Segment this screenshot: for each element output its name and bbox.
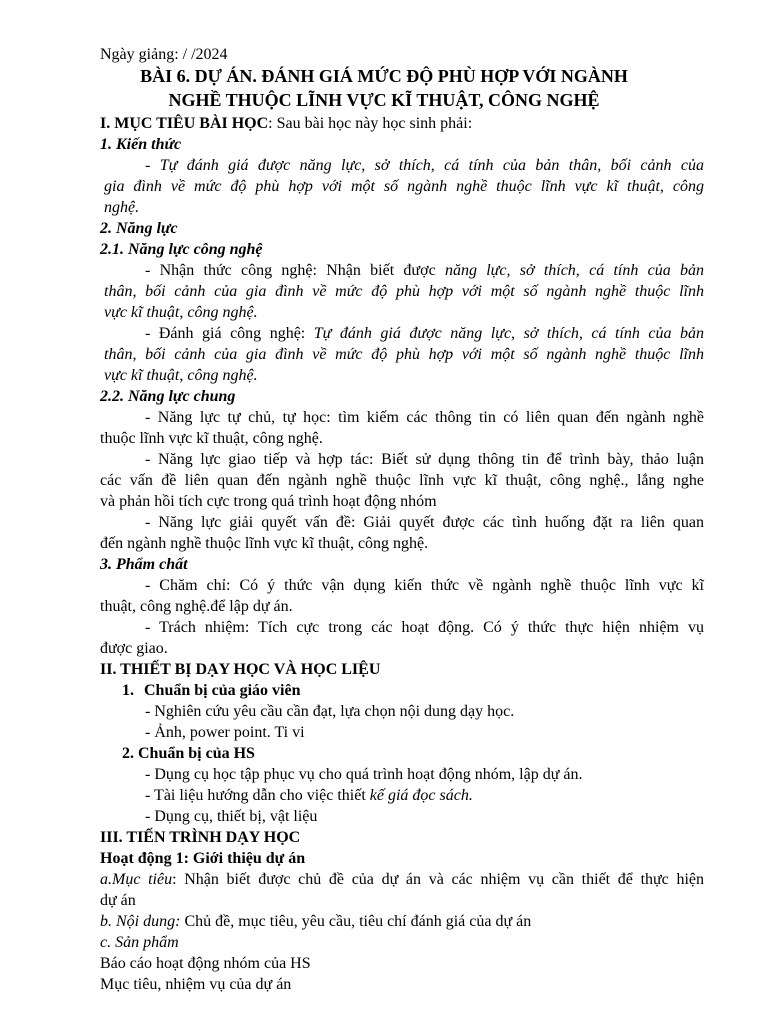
communication-line-3: và phản hồi tích cực trong quá trình hoạt động nhóm [100, 493, 437, 510]
knowledge-text-line-1: - Tự đánh giá được năng lực, sở thích, cá tính của bản thân, bối cảnh của [145, 157, 704, 174]
knowledge-text-line-2: gia đình về mức độ phù hợp với một số ngành nghề thuộc lĩnh vực kĩ thuật, công [104, 178, 704, 195]
activity-1-heading: Hoạt động 1: Giới thiệu dự án [100, 850, 306, 867]
responsibility-line-1: - Trách nhiệm: Tích cực trong các hoạt động. Có ý thức thực hiện nhiệm vụ [145, 619, 704, 636]
teacher-prep-item-1: - Nghiên cứu yêu cầu cần đạt, lựa chọn nội dung dạy học. [145, 703, 515, 720]
teacher-prep-item-2: - Ảnh, power point. Ti vi [145, 724, 305, 741]
responsibility-line-2: được giao. [100, 640, 168, 657]
date-line: Ngày giảng: / /2024 [100, 46, 228, 63]
student-prep-item-2-italic: kế giá đọc sách. [369, 787, 473, 804]
student-prep-item-2-text: - Tài liệu hướng dẫn cho việc thiết [145, 787, 370, 804]
teacher-prep-heading [122, 680, 300, 701]
tech-evaluation-label: - Đánh giá công nghệ: [145, 325, 314, 342]
problem-solving-line-2: đến ngành nghề thuộc lĩnh vực kĩ thuật, công nghệ. [100, 535, 429, 552]
tech-awareness-label: - Nhận thức công nghệ: Nhận biết được [145, 262, 445, 279]
student-prep-item-1: - Dụng cụ học tập phục vụ cho quá trình hoạt động nhóm, lập dự án. [145, 766, 583, 783]
self-study-line-1: - Năng lực tự chủ, tự học: tìm kiếm các thông tin có liên quan đến ngành nghề [145, 409, 704, 426]
product-item-1: Báo cáo hoạt động nhóm của HS [100, 955, 311, 972]
lesson-title-line-1: BÀI 6. DỰ ÁN. ĐÁNH GIÁ MỨC ĐỘ PHÙ HỢP VỚI NGÀNH [140, 66, 628, 86]
communication-line-1: - Năng lực giao tiếp và hợp tác: Biết sử dụng thông tin để trình bày, thảo luận [145, 451, 704, 468]
communication-line-2: các vấn đề liên quan đến ngành nghề thuộc lĩnh vực kĩ thuật, công nghệ., lắng nghe [100, 472, 704, 489]
objective-line-2: dự án [100, 892, 136, 909]
tech-evaluation-line-2: thân, bối cảnh của gia đình về mức độ phù hợp với một số ngành nghề thuộc lĩnh [104, 346, 704, 363]
tech-evaluation-line-1 [145, 323, 704, 344]
tech-awareness-line-3: vực kĩ thuật, công nghệ. [104, 304, 258, 321]
teacher-prep-number: 1. [122, 682, 134, 699]
knowledge-heading: 1. Kiến thức [100, 136, 182, 153]
student-prep-item-2 [145, 785, 473, 806]
problem-solving-line-1: - Năng lực giải quyết vấn đề: Giải quyết được các tình huống đặt ra liên quan [145, 514, 704, 531]
objective-line-1 [100, 869, 704, 890]
tech-evaluation-text: Tự đánh giá được năng lực, sở thích, cá tính của bản [313, 325, 704, 342]
student-prep-item-3: - Dụng cụ, thiết bị, vật liệu [145, 808, 318, 825]
diligence-line-2: thuật, công nghệ.để lập dự án. [100, 598, 293, 615]
section-1-title: I. MỤC TIÊU BÀI HỌC [100, 115, 269, 132]
content-line [100, 911, 531, 932]
tech-evaluation-line-3: vực kĩ thuật, công nghệ. [104, 367, 258, 384]
student-prep-heading: 2. Chuẩn bị của HS [122, 745, 255, 762]
diligence-line-1: - Chăm chỉ: Có ý thức vận dụng kiến thức về ngành nghề thuộc lĩnh vực kĩ [145, 577, 704, 594]
lesson-title-line-2: NGHỀ THUỘC LĨNH VỰC KĨ THUẬT, CÔNG NGHỆ [168, 90, 600, 110]
tech-awareness-text: năng lực, sở thích, cá tính của bản [444, 262, 705, 279]
tech-awareness-line-2: thân, bối cảnh của gia đình về mức độ phù hợp với một số ngành nghề thuộc lĩnh [104, 283, 704, 300]
general-competency-heading: 2.2. Năng lực chung [100, 388, 236, 405]
self-study-line-2: thuộc lĩnh vực kĩ thuật, công nghệ. [100, 430, 323, 447]
section-3-heading: III. TIẾN TRÌNH DẠY HỌC [100, 829, 301, 846]
section-2-heading: II. THIẾT BỊ DẠY HỌC VÀ HỌC LIỆU [100, 661, 381, 678]
tech-awareness-line-1 [145, 260, 704, 281]
content-label: b. Nội dung: [100, 913, 181, 930]
objective-label: a.Mục tiêu [100, 871, 173, 888]
knowledge-text-line-3: nghệ. [104, 199, 140, 216]
section-1-heading [100, 113, 472, 134]
product-heading: c. Sản phẩm [100, 934, 179, 951]
objective-text: : Nhận biết được chủ đề của dự án và các nhiệm vụ cần thiết để thực hiện [172, 871, 705, 888]
teacher-prep-title: Chuẩn bị của giáo viên [144, 682, 301, 699]
content-text: Chủ đề, mục tiêu, yêu cầu, tiêu chí đánh giá của dự án [180, 913, 532, 930]
section-1-intro: : Sau bài học này học sinh phải: [268, 115, 473, 132]
qualities-heading: 3. Phẩm chất [100, 556, 188, 573]
competency-heading: 2. Năng lực [100, 220, 178, 237]
tech-competency-heading: 2.1. Năng lực công nghệ [100, 241, 263, 258]
product-item-2: Mục tiêu, nhiệm vụ của dự án [100, 976, 292, 993]
